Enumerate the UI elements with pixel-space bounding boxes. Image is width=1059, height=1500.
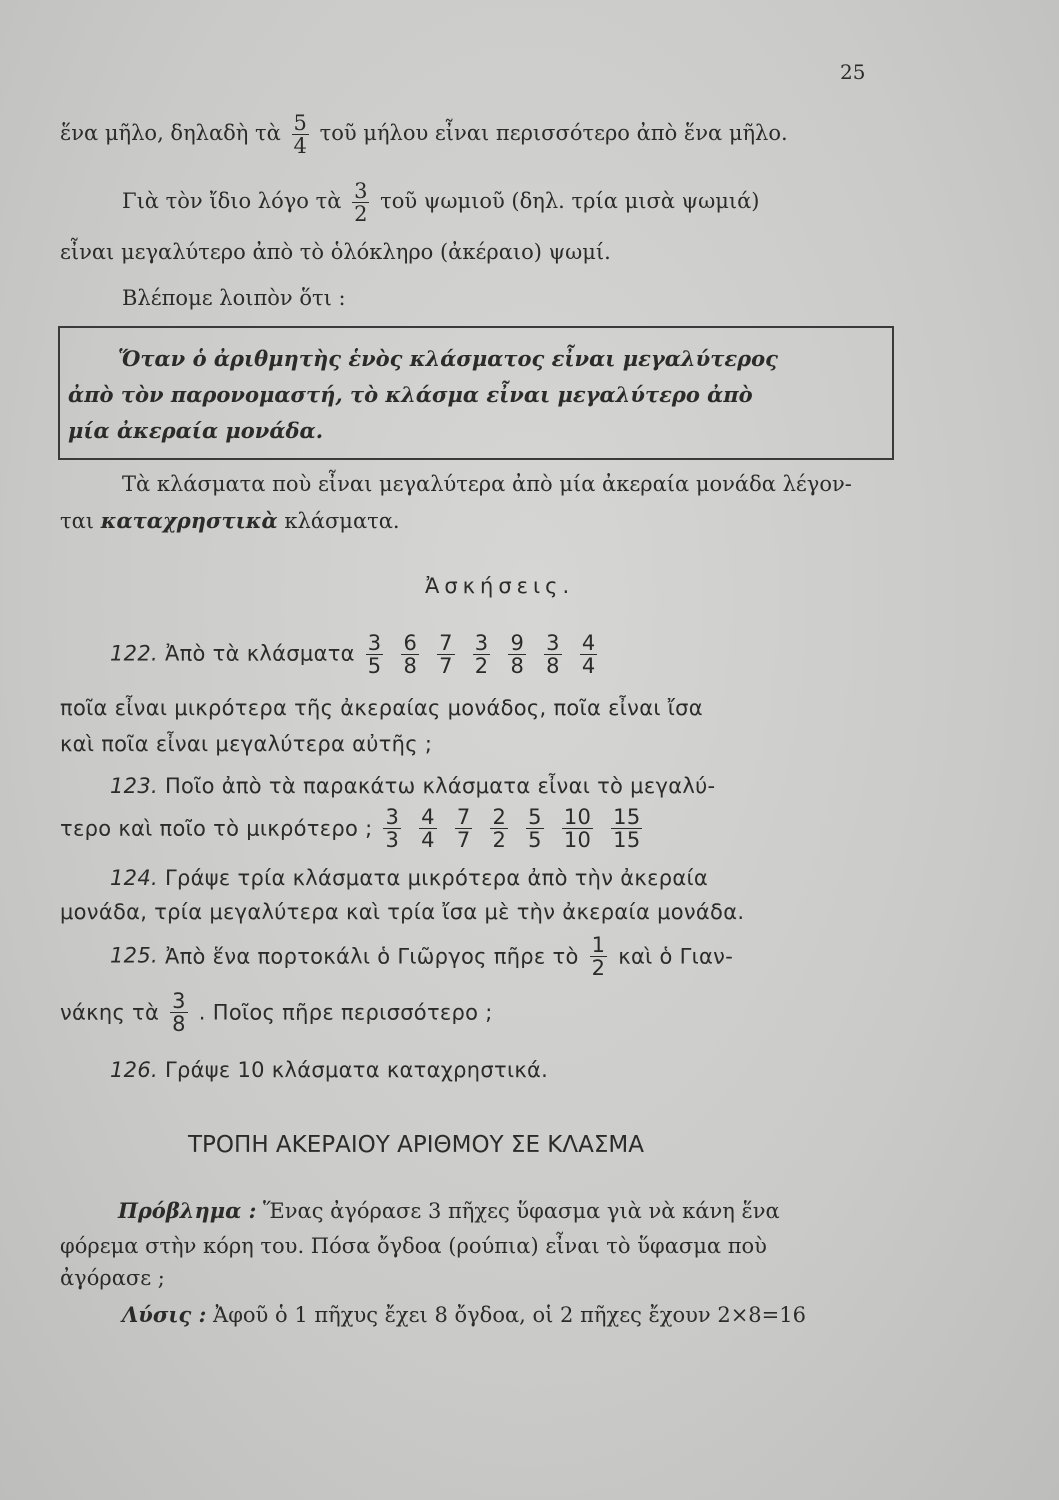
fraction-denominator: 8 <box>510 654 525 679</box>
text-line-2 <box>122 180 759 225</box>
line2-post: τοῦ ψωμιοῦ (δηλ. τρία μισὰ ψωμιά) <box>380 189 760 214</box>
fraction-numerator: 2 <box>492 805 507 829</box>
fraction-denominator: 4 <box>293 134 307 159</box>
exercise-text: Ποῖο ἀπὸ τὰ παρακάτω κλάσματα εἶναι τὸ μεγαλύ- <box>164 774 716 798</box>
fraction <box>455 806 473 851</box>
problem-line-1 <box>118 1198 780 1223</box>
fraction-numerator: 4 <box>581 631 596 655</box>
exercise-126 <box>110 1058 548 1082</box>
fraction <box>437 632 455 677</box>
fraction-denominator: 4 <box>581 654 596 679</box>
exercise-124 <box>110 866 708 890</box>
exercise-text: τερο καὶ ποῖο τὸ μικρότερο ; <box>60 816 373 841</box>
exercise-125-line-2 <box>60 990 493 1035</box>
exercise-122-line-2: ποῖα εἶναι μικρότερα τῆς ἀκεραίας μονάδος, ποῖα εἶναι ἴσα <box>60 696 703 720</box>
fraction-denominator: 5 <box>367 654 382 679</box>
fraction <box>366 632 384 677</box>
section-title: ΤΡΟΠΗ ΑΚΕΡΑΙΟΥ ΑΡΙΘΜΟΥ ΣΕ ΚΛΑΣΜΑ <box>188 1132 644 1158</box>
exercise-text: Γράψε 10 κλάσματα καταχρηστικά. <box>164 1058 549 1082</box>
exercise-124-line-2: μονάδα, τρία μεγαλύτερα καὶ τρία ἴσα μὲ τὴν ἀκεραία μονάδα. <box>60 900 745 924</box>
exercise-text: Γράψε τρία κλάσματα μικρότερα ἀπὸ τὴν ἀκεραία <box>164 866 709 890</box>
fraction <box>401 632 419 677</box>
fraction-numerator: 15 <box>613 805 641 829</box>
fraction-5-4 <box>292 112 309 157</box>
fraction-denominator: 10 <box>563 828 592 853</box>
fraction-numerator: 3 <box>474 631 489 655</box>
exercise-123 <box>110 774 715 798</box>
fraction-numerator: 3 <box>385 805 400 829</box>
exercise-125 <box>110 934 733 979</box>
definition-line-1: Τὰ κλάσματα ποὺ εἶναι μεγαλύτερα ἀπὸ μία ἀκεραία μονάδα λέγον- <box>122 472 852 496</box>
fraction-denominator: 5 <box>528 828 542 853</box>
fraction-denominator: 7 <box>456 828 471 853</box>
exercise-text-2: . Ποῖος πῆρε περισσότερο ; <box>198 1000 493 1025</box>
fraction <box>611 806 642 851</box>
fraction-denominator: 15 <box>613 828 641 853</box>
text-line-3: εἶναι μεγαλύτερο ἀπὸ τὸ ὁλόκληρο (ἀκέραιο) ψωμί. <box>60 240 611 264</box>
fraction <box>419 806 437 851</box>
fraction-numerator: 3 <box>546 631 560 655</box>
problem-text: Ἕνας ἀγόρασε 3 πῆχες ὕφασμα γιὰ νὰ κάνη ἕνα <box>263 1199 780 1223</box>
solution-label: Λύσις : <box>122 1302 207 1327</box>
fraction <box>383 806 401 851</box>
exercise-number: 123. <box>110 774 158 798</box>
fraction-denominator: 3 <box>385 828 400 853</box>
fraction-numerator: 10 <box>563 805 592 829</box>
line2-pre: Γιὰ τὸν ἴδιο λόγο τὰ <box>122 189 342 214</box>
rule-line-1: Ὅταν ὁ ἀριθμητὴς ἑνὸς κλάσματος εἶναι μεγαλύτερος <box>118 346 778 371</box>
fraction-denominator: 8 <box>546 654 560 679</box>
problem-line-3: ἀγόρασε ; <box>60 1266 165 1290</box>
fraction <box>526 806 544 851</box>
fraction-denominator: 2 <box>591 956 606 981</box>
exercise-number: 125. <box>110 943 158 968</box>
exercise-text: Ἀπὸ ἕνα πορτοκάλι ὁ Γιῶργος πῆρε τὸ <box>164 944 579 969</box>
problem-line-2: φόρεμα στὴν κόρη του. Πόσα ὄγδοα (ρούπια) εἶναι τὸ ὕφασμα ποὺ <box>60 1234 767 1258</box>
fraction <box>490 806 508 851</box>
exercise-number: 126. <box>110 1058 158 1082</box>
problem-label: Πρόβλημα : <box>118 1198 257 1223</box>
fraction <box>508 632 526 677</box>
exercises-heading: Ἀσκήσεις. <box>425 574 575 598</box>
exercise-number: 124. <box>110 866 158 890</box>
fraction-numerator: 3 <box>367 631 382 655</box>
fraction-denominator: 2 <box>474 654 489 679</box>
fraction <box>473 632 491 677</box>
exercise-text: νάκης τὰ <box>60 1000 160 1025</box>
fraction-numerator: 7 <box>456 805 471 829</box>
definition-line-2 <box>60 508 400 533</box>
page-number: 25 <box>840 60 866 84</box>
fraction-numerator: 1 <box>591 933 606 957</box>
exercise-text-2: καὶ ὁ Γιαν- <box>618 944 734 969</box>
fraction-denominator: 4 <box>421 828 435 853</box>
fraction-numerator: 7 <box>439 631 453 655</box>
text-line-4: Βλέπομε λοιπὸν ὅτι : <box>122 286 346 310</box>
rule-line-2: ἀπὸ τὸν παρονομαστή, τὸ κλάσμα εἶναι μεγαλύτερο ἀπὸ <box>68 382 753 407</box>
rule-line-3: μία ἀκεραία μονάδα. <box>68 418 324 443</box>
definition-post: κλάσματα. <box>284 509 400 533</box>
fraction-1-2 <box>590 934 608 979</box>
fraction <box>544 632 562 677</box>
exercise-122 <box>110 632 601 677</box>
fraction-numerator: 3 <box>354 179 368 203</box>
fraction-list <box>362 632 602 677</box>
fraction-numerator: 6 <box>403 631 418 655</box>
fraction-numerator: 4 <box>421 805 435 829</box>
exercise-123-line-2 <box>60 806 646 851</box>
exercise-122-line-3: καὶ ποῖα εἶναι μεγαλύτερα αὐτῆς ; <box>60 732 433 756</box>
fraction-numerator: 5 <box>528 805 542 829</box>
fraction-denominator: 8 <box>172 1012 186 1037</box>
fraction <box>562 806 593 851</box>
defined-term: καταχρηστικὰ <box>100 508 278 533</box>
solution-text: Ἀφοῦ ὁ 1 πῆχυς ἔχει 8 ὄγδοα, οἱ 2 πῆχες ἔχουν 2×8=16 <box>213 1303 806 1327</box>
text-line-1 <box>60 112 788 157</box>
fraction-numerator: 5 <box>293 111 307 135</box>
solution-line <box>122 1302 806 1327</box>
exercise-text: Ἀπὸ τὰ κλάσματα <box>164 641 355 666</box>
fraction <box>580 632 598 677</box>
fraction-list <box>379 806 646 851</box>
line1-post: τοῦ μήλου εἶναι περισσότερο ἀπὸ ἕνα μῆλο. <box>319 121 788 146</box>
exercise-number: 122. <box>110 641 158 666</box>
fraction-denominator: 7 <box>439 654 453 679</box>
line1-pre: ἕνα μῆλο, δηλαδὴ τὰ <box>60 121 281 146</box>
fraction-numerator: 3 <box>172 989 186 1013</box>
fraction-3-2 <box>352 180 369 225</box>
fraction-denominator: 2 <box>492 828 507 853</box>
fraction-denominator: 2 <box>354 202 368 227</box>
fraction-3-8 <box>170 990 188 1035</box>
definition-pre: ται <box>60 509 95 533</box>
fraction-numerator: 9 <box>510 631 525 655</box>
fraction-denominator: 8 <box>403 654 418 679</box>
